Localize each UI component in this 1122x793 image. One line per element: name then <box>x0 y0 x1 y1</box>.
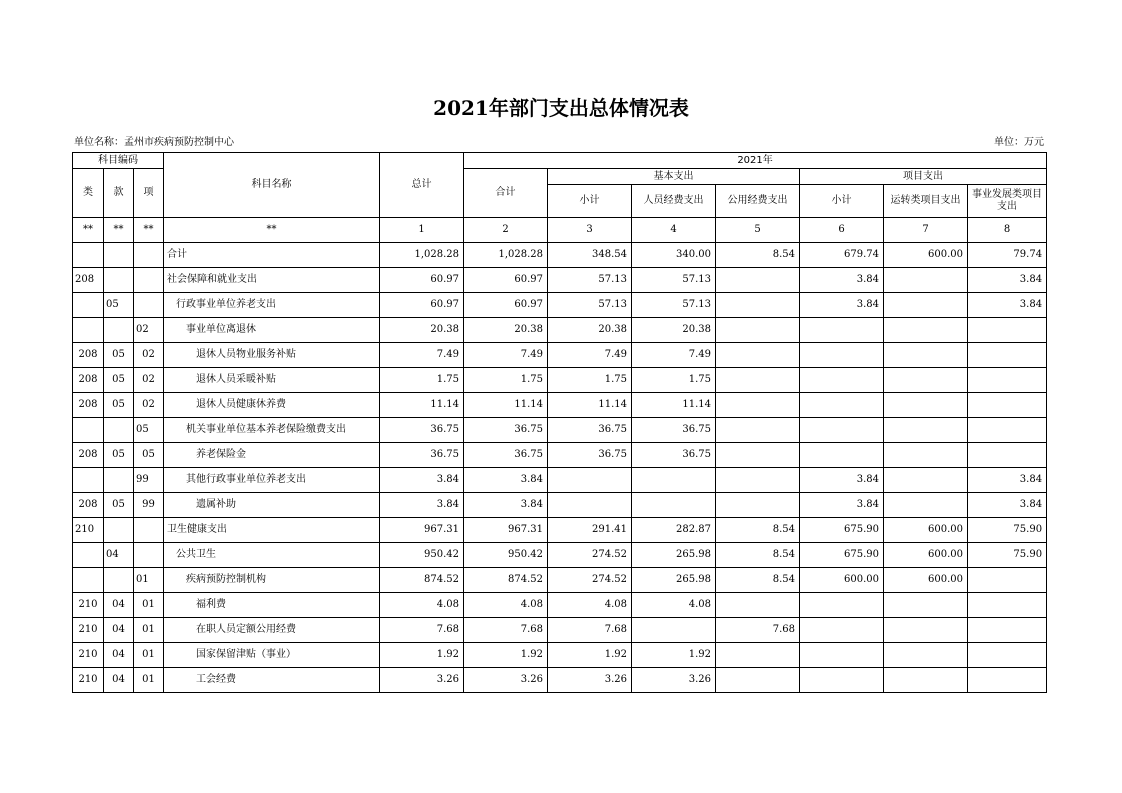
value-cell: 57.13 <box>632 268 716 293</box>
table-row <box>73 568 1047 593</box>
value-cell: 11.14 <box>380 393 464 418</box>
value-cell: 675.90 <box>800 518 884 543</box>
sum-header: 合计 <box>464 169 548 218</box>
value-cell: 60.97 <box>464 268 548 293</box>
value-cell: 3.26 <box>548 668 632 693</box>
xiang-cell: 01 <box>134 618 164 643</box>
value-cell: 36.75 <box>548 443 632 468</box>
lei-cell: 208 <box>73 443 104 468</box>
xiang-cell: 02 <box>134 368 164 393</box>
value-cell: 950.42 <box>380 543 464 568</box>
value-cell: 348.54 <box>548 243 632 268</box>
value-cell: 3.84 <box>800 268 884 293</box>
value-cell: 3.84 <box>380 493 464 518</box>
value-cell: 4.08 <box>464 593 548 618</box>
subject-name-cell: 卫生健康支出 <box>164 518 380 543</box>
subject-name-cell: 退休人员物业服务补贴 <box>164 343 380 368</box>
value-cell: 1.75 <box>464 368 548 393</box>
value-cell: 20.38 <box>380 318 464 343</box>
value-cell: 7.49 <box>632 343 716 368</box>
value-cell: 75.90 <box>968 543 1047 568</box>
basic-subtotal-header: 小计 <box>548 185 632 218</box>
table-row <box>73 493 1047 518</box>
xiang-cell <box>134 268 164 293</box>
subject-name-cell: 退休人员采暖补贴 <box>164 368 380 393</box>
unit-name: 单位名称：孟州市疾病预防控制中心 <box>74 137 234 148</box>
table-row <box>73 243 1047 268</box>
value-cell: 3.84 <box>968 268 1047 293</box>
value-cell <box>716 418 800 443</box>
value-cell <box>716 343 800 368</box>
xiang-cell: 99 <box>134 493 164 518</box>
kuan-cell <box>104 243 134 268</box>
value-cell: 291.41 <box>548 518 632 543</box>
value-cell: 675.90 <box>800 543 884 568</box>
value-cell <box>716 393 800 418</box>
year-header: 2021年 <box>464 153 1047 169</box>
value-cell: 8.54 <box>716 568 800 593</box>
kuan-cell: 05 <box>104 443 134 468</box>
value-cell: 7.68 <box>716 618 800 643</box>
value-cell: 11.14 <box>632 393 716 418</box>
lei-header: 类 <box>73 169 104 218</box>
xiang-cell: 01 <box>134 593 164 618</box>
subject-name-cell: 福利费 <box>164 593 380 618</box>
value-cell: 1.92 <box>464 643 548 668</box>
kuan-cell <box>104 268 134 293</box>
value-cell <box>716 468 800 493</box>
value-cell: 967.31 <box>464 518 548 543</box>
value-cell: 950.42 <box>464 543 548 568</box>
col-number: 2 <box>464 218 548 243</box>
total-header: 总计 <box>380 153 464 218</box>
xiang-header: 项 <box>134 169 164 218</box>
value-cell <box>632 468 716 493</box>
value-cell: 4.08 <box>380 593 464 618</box>
value-cell <box>800 318 884 343</box>
table-row <box>73 318 1047 343</box>
lei-cell <box>73 543 104 568</box>
value-cell <box>884 668 968 693</box>
value-cell <box>884 418 968 443</box>
value-cell <box>716 668 800 693</box>
value-cell <box>884 493 968 518</box>
value-cell: 3.84 <box>968 493 1047 518</box>
value-cell: 20.38 <box>632 318 716 343</box>
value-cell <box>716 368 800 393</box>
xiang-cell: 01 <box>134 668 164 693</box>
value-cell: 265.98 <box>632 543 716 568</box>
subject-name-cell: 遗属补助 <box>164 493 380 518</box>
table-row <box>73 543 1047 568</box>
value-cell: 274.52 <box>548 543 632 568</box>
lei-cell <box>73 243 104 268</box>
value-cell: 79.74 <box>968 243 1047 268</box>
kuan-cell: 04 <box>104 618 134 643</box>
value-cell: 36.75 <box>464 418 548 443</box>
value-cell <box>800 343 884 368</box>
value-cell: 3.26 <box>380 668 464 693</box>
value-cell: 7.49 <box>548 343 632 368</box>
table-row <box>73 343 1047 368</box>
value-cell: 3.26 <box>632 668 716 693</box>
lei-cell <box>73 418 104 443</box>
subject-name-cell: 退休人员健康休养费 <box>164 393 380 418</box>
value-cell <box>884 593 968 618</box>
value-cell <box>800 443 884 468</box>
xiang-cell: 02 <box>134 343 164 368</box>
value-cell: 274.52 <box>548 568 632 593</box>
value-cell <box>716 593 800 618</box>
col-number: 8 <box>968 218 1047 243</box>
table-row <box>73 643 1047 668</box>
subject-name-cell: 事业单位离退休 <box>164 318 380 343</box>
kuan-cell: 05 <box>104 293 134 318</box>
value-cell <box>800 643 884 668</box>
value-cell: 60.97 <box>464 293 548 318</box>
value-cell: 3.26 <box>464 668 548 693</box>
xiang-cell <box>134 243 164 268</box>
kuan-cell: 04 <box>104 643 134 668</box>
value-cell <box>800 393 884 418</box>
value-cell: 57.13 <box>632 293 716 318</box>
xiang-cell <box>134 543 164 568</box>
value-cell: 679.74 <box>800 243 884 268</box>
kuan-cell <box>104 568 134 593</box>
value-cell <box>884 268 968 293</box>
kuan-cell: 04 <box>104 668 134 693</box>
lei-cell <box>73 293 104 318</box>
kuan-header: 款 <box>104 169 134 218</box>
star-cell: ** <box>104 218 134 243</box>
subject-name-cell: 国家保留津贴（事业） <box>164 643 380 668</box>
personnel-header: 人员经费支出 <box>632 185 716 218</box>
table-row <box>73 393 1047 418</box>
value-cell: 20.38 <box>464 318 548 343</box>
value-cell: 60.97 <box>380 268 464 293</box>
value-cell: 600.00 <box>800 568 884 593</box>
value-cell <box>632 493 716 518</box>
value-cell: 3.84 <box>800 293 884 318</box>
value-cell: 7.68 <box>380 618 464 643</box>
value-cell: 600.00 <box>884 543 968 568</box>
subject-name-cell: 在职人员定额公用经费 <box>164 618 380 643</box>
col-number: 6 <box>800 218 884 243</box>
table-row <box>73 518 1047 543</box>
star-cell: ** <box>73 218 104 243</box>
col-number: 7 <box>884 218 968 243</box>
value-cell: 60.97 <box>380 293 464 318</box>
value-cell <box>884 643 968 668</box>
lei-cell: 208 <box>73 268 104 293</box>
value-cell: 340.00 <box>632 243 716 268</box>
value-cell <box>968 418 1047 443</box>
subject-name-cell: 社会保障和就业支出 <box>164 268 380 293</box>
table-row <box>73 268 1047 293</box>
value-cell: 7.68 <box>548 618 632 643</box>
value-cell <box>884 443 968 468</box>
value-cell <box>716 293 800 318</box>
value-cell: 1,028.28 <box>464 243 548 268</box>
table-row <box>73 293 1047 318</box>
lei-cell: 210 <box>73 518 104 543</box>
operation-header: 运转类项目支出 <box>884 185 968 218</box>
value-cell <box>548 493 632 518</box>
lei-cell: 208 <box>73 343 104 368</box>
value-cell <box>968 443 1047 468</box>
value-cell: 282.87 <box>632 518 716 543</box>
col-number: 4 <box>632 218 716 243</box>
star-cell: ** <box>164 218 380 243</box>
value-cell: 1.75 <box>548 368 632 393</box>
value-cell: 8.54 <box>716 543 800 568</box>
value-cell <box>716 268 800 293</box>
value-cell: 3.84 <box>968 293 1047 318</box>
lei-cell: 210 <box>73 593 104 618</box>
value-cell <box>968 593 1047 618</box>
project-subtotal-header: 小计 <box>800 185 884 218</box>
value-cell <box>800 668 884 693</box>
kuan-cell <box>104 468 134 493</box>
value-cell <box>800 618 884 643</box>
value-cell <box>548 468 632 493</box>
value-cell: 967.31 <box>380 518 464 543</box>
value-cell: 3.84 <box>800 493 884 518</box>
value-cell: 11.14 <box>548 393 632 418</box>
value-cell: 1.92 <box>548 643 632 668</box>
value-cell <box>884 618 968 643</box>
xiang-cell <box>134 293 164 318</box>
subject-name-cell: 养老保险金 <box>164 443 380 468</box>
value-cell: 36.75 <box>632 418 716 443</box>
lei-cell: 208 <box>73 368 104 393</box>
value-cell: 1.75 <box>380 368 464 393</box>
project-header: 项目支出 <box>800 169 1047 185</box>
value-cell <box>968 618 1047 643</box>
development-header: 事业发展类项目支出 <box>968 185 1047 218</box>
value-cell: 36.75 <box>464 443 548 468</box>
page-title: 2021年部门支出总体情况表 <box>433 96 689 120</box>
value-cell: 20.38 <box>548 318 632 343</box>
value-cell <box>884 468 968 493</box>
table-row <box>73 418 1047 443</box>
subject-name-cell: 公共卫生 <box>164 543 380 568</box>
expenditure-table <box>72 152 1047 693</box>
subject-name-header: 科目名称 <box>164 153 380 218</box>
value-cell: 36.75 <box>380 418 464 443</box>
subject-name-cell: 工会经费 <box>164 668 380 693</box>
value-cell <box>968 568 1047 593</box>
value-cell: 3.84 <box>968 468 1047 493</box>
table-row <box>73 443 1047 468</box>
subject-code-header: 科目编码 <box>73 153 164 169</box>
table-row <box>73 668 1047 693</box>
subject-name-cell: 疾病预防控制机构 <box>164 568 380 593</box>
table-row <box>73 593 1047 618</box>
kuan-cell: 05 <box>104 343 134 368</box>
header-row-1 <box>73 153 1047 169</box>
value-cell: 8.54 <box>716 243 800 268</box>
kuan-cell: 05 <box>104 368 134 393</box>
value-cell: 75.90 <box>968 518 1047 543</box>
value-cell <box>884 343 968 368</box>
value-cell: 874.52 <box>380 568 464 593</box>
value-cell <box>968 393 1047 418</box>
star-cell: ** <box>134 218 164 243</box>
value-cell: 3.84 <box>800 468 884 493</box>
lei-cell <box>73 568 104 593</box>
value-cell <box>968 643 1047 668</box>
lei-cell: 210 <box>73 618 104 643</box>
value-cell <box>884 393 968 418</box>
xiang-cell: 02 <box>134 393 164 418</box>
kuan-cell: 04 <box>104 543 134 568</box>
value-cell: 3.84 <box>380 468 464 493</box>
value-cell: 8.54 <box>716 518 800 543</box>
value-cell: 4.08 <box>632 593 716 618</box>
value-cell <box>800 368 884 393</box>
unit-label: 单位：万元 <box>994 137 1044 148</box>
xiang-cell: 01 <box>134 643 164 668</box>
col-number: 3 <box>548 218 632 243</box>
kuan-cell <box>104 518 134 543</box>
value-cell: 600.00 <box>884 568 968 593</box>
value-cell: 1.92 <box>380 643 464 668</box>
value-cell: 11.14 <box>464 393 548 418</box>
value-cell: 57.13 <box>548 293 632 318</box>
basic-header: 基本支出 <box>548 169 800 185</box>
value-cell: 874.52 <box>464 568 548 593</box>
value-cell: 3.84 <box>464 493 548 518</box>
table-row <box>73 468 1047 493</box>
value-cell <box>800 418 884 443</box>
table-row <box>73 618 1047 643</box>
value-cell: 36.75 <box>380 443 464 468</box>
value-cell <box>716 443 800 468</box>
value-cell <box>968 668 1047 693</box>
value-cell <box>716 318 800 343</box>
value-cell <box>968 343 1047 368</box>
col-number: 1 <box>380 218 464 243</box>
value-cell: 36.75 <box>548 418 632 443</box>
table-body <box>73 153 1047 693</box>
value-cell: 1.75 <box>632 368 716 393</box>
value-cell: 7.68 <box>464 618 548 643</box>
value-cell <box>800 593 884 618</box>
table-row <box>73 368 1047 393</box>
value-cell <box>884 293 968 318</box>
subject-name-cell: 机关事业单位基本养老保险缴费支出 <box>164 418 380 443</box>
value-cell: 7.49 <box>464 343 548 368</box>
value-cell <box>716 643 800 668</box>
value-cell <box>884 318 968 343</box>
value-cell: 600.00 <box>884 518 968 543</box>
public-header: 公用经费支出 <box>716 185 800 218</box>
lei-cell: 210 <box>73 668 104 693</box>
header-row-index <box>73 218 1047 243</box>
kuan-cell: 04 <box>104 593 134 618</box>
lei-cell: 208 <box>73 493 104 518</box>
xiang-cell: 99 <box>134 468 164 493</box>
value-cell <box>632 618 716 643</box>
xiang-cell: 01 <box>134 568 164 593</box>
subject-name-cell: 行政事业单位养老支出 <box>164 293 380 318</box>
lei-cell <box>73 468 104 493</box>
kuan-cell <box>104 318 134 343</box>
kuan-cell: 05 <box>104 493 134 518</box>
value-cell: 3.84 <box>464 468 548 493</box>
lei-cell <box>73 318 104 343</box>
value-cell <box>716 493 800 518</box>
value-cell: 4.08 <box>548 593 632 618</box>
value-cell: 7.49 <box>380 343 464 368</box>
col-number: 5 <box>716 218 800 243</box>
value-cell <box>968 318 1047 343</box>
value-cell: 57.13 <box>548 268 632 293</box>
kuan-cell: 05 <box>104 393 134 418</box>
value-cell: 600.00 <box>884 243 968 268</box>
lei-cell: 210 <box>73 643 104 668</box>
xiang-cell <box>134 518 164 543</box>
value-cell <box>884 368 968 393</box>
xiang-cell: 05 <box>134 443 164 468</box>
subject-name-cell: 合计 <box>164 243 380 268</box>
value-cell <box>968 368 1047 393</box>
value-cell: 1.92 <box>632 643 716 668</box>
kuan-cell <box>104 418 134 443</box>
subject-name-cell: 其他行政事业单位养老支出 <box>164 468 380 493</box>
xiang-cell: 05 <box>134 418 164 443</box>
value-cell: 36.75 <box>632 443 716 468</box>
value-cell: 1,028.28 <box>380 243 464 268</box>
lei-cell: 208 <box>73 393 104 418</box>
value-cell: 265.98 <box>632 568 716 593</box>
xiang-cell: 02 <box>134 318 164 343</box>
